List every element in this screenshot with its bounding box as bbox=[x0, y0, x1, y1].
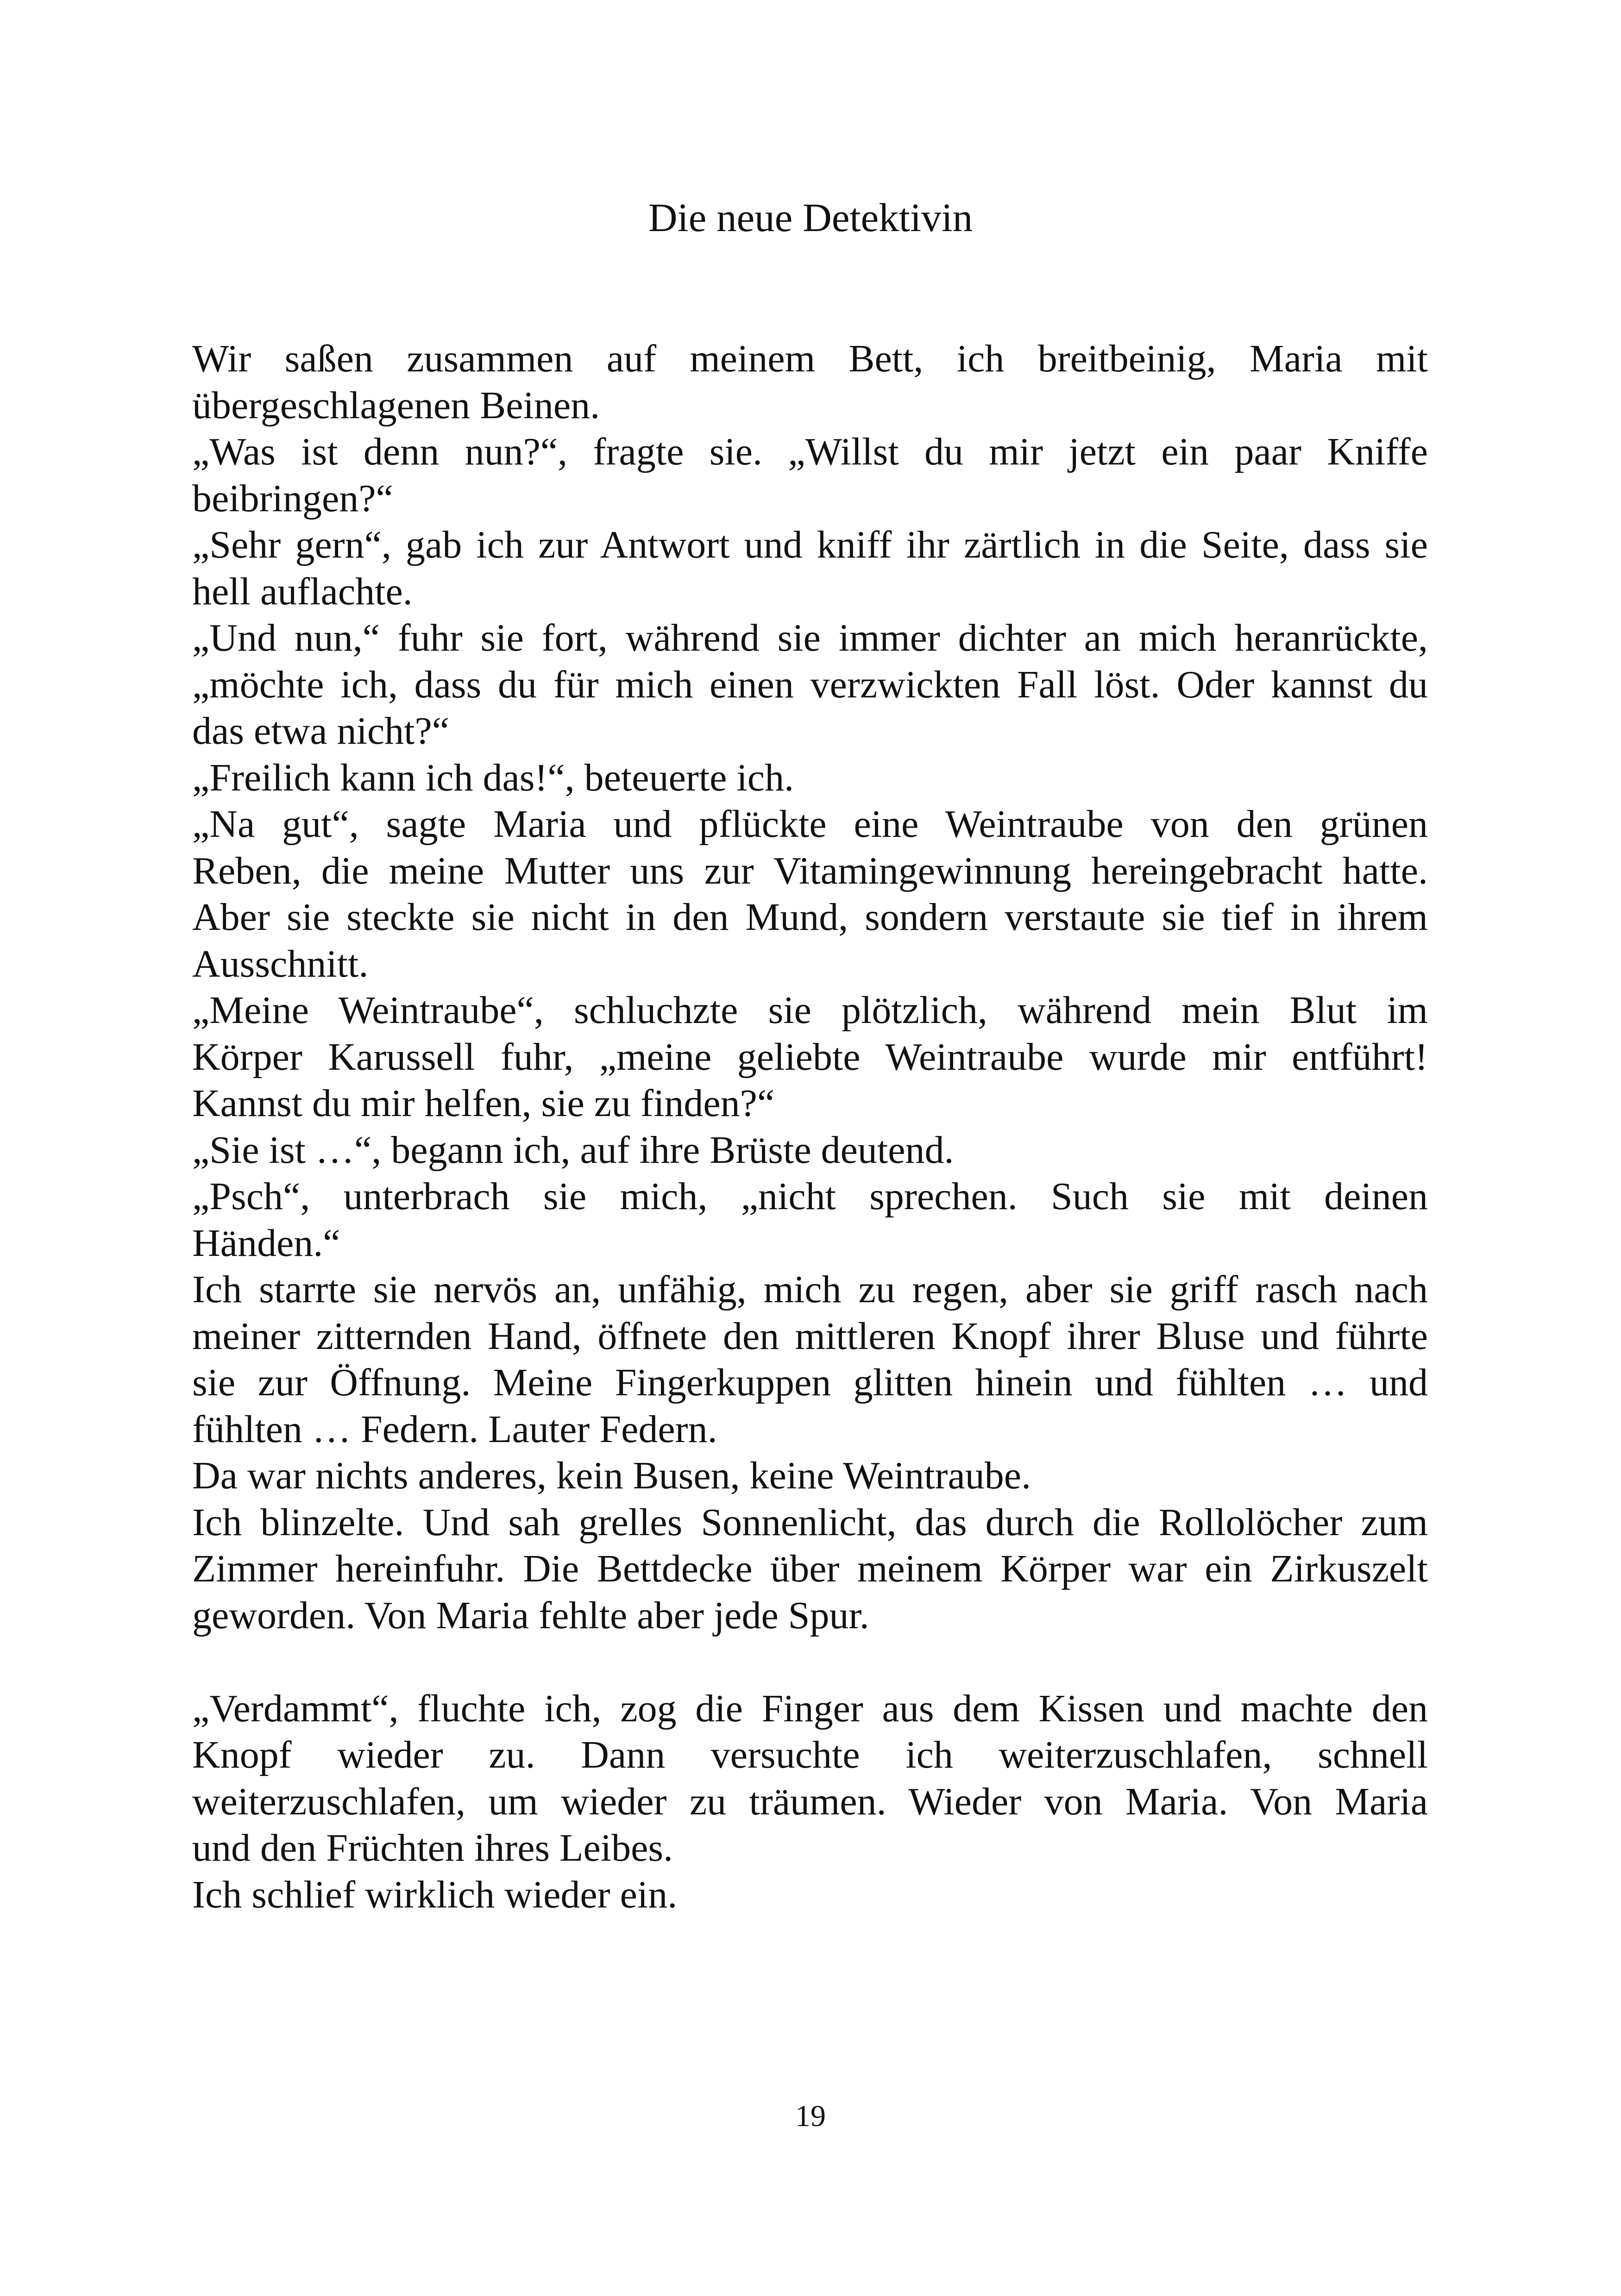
text-line: sie zur Öffnung. Meine Fingerkuppen glitten hinein und fühlten … und bbox=[192, 1361, 1428, 1404]
text-line: Händen.“ bbox=[192, 1221, 340, 1265]
text-line: „Sie ist …“, begann ich, auf ihre Brüste deutend. bbox=[192, 1128, 954, 1172]
text-line: übergeschlagenen Beinen. bbox=[192, 383, 600, 427]
text-line: Kannst du mir helfen, sie zu finden?“ bbox=[192, 1082, 775, 1125]
text-line: „möchte ich, dass du für mich einen verzwickten Fall löst. Oder kannst du bbox=[192, 663, 1428, 706]
text-line: meiner zitternden Hand, öffnete den mittleren Knopf ihrer Bluse und führte bbox=[192, 1314, 1428, 1358]
text-line: und den Früchten ihres Leibes. bbox=[192, 1826, 673, 1869]
text-line: „Was ist denn nun?“, fragte sie. „Willst du mir jetzt ein paar Kniffe bbox=[192, 430, 1428, 473]
text-line: Da war nichts anderes, kein Busen, keine Weintraube. bbox=[192, 1454, 1031, 1497]
text-line: Körper Karussell fuhr, „meine geliebte Weintraube wurde mir entführt! bbox=[192, 1035, 1428, 1079]
text-line: „Meine Weintraube“, schluchzte sie plötzlich, während mein Blut im bbox=[192, 989, 1428, 1032]
text-line: Reben, die meine Mutter uns zur Vitamingewinnung hereingebracht hatte. bbox=[192, 849, 1428, 892]
text-line: Wir saßen zusammen auf meinem Bett, ich breitbeinig, Maria mit bbox=[192, 337, 1428, 380]
text-line: „Na gut“, sagte Maria und pflückte eine Weintraube von den grünen bbox=[192, 803, 1428, 846]
text-line: Knopf wieder zu. Dann versuchte ich weiterzuschlafen, schnell bbox=[192, 1733, 1428, 1776]
text-line: „Psch“, unterbrach sie mich, „nicht sprechen. Such sie mit deinen bbox=[192, 1175, 1428, 1218]
paragraph-gap bbox=[192, 1639, 1428, 1686]
text-line: weiterzuschlafen, um wieder zu träumen. Wieder von Maria. Von Maria bbox=[192, 1780, 1428, 1823]
story-text bbox=[192, 336, 1428, 1918]
text-line: „Und nun,“ fuhr sie fort, während sie immer dichter an mich heranrückte, bbox=[192, 616, 1428, 659]
page-number: 19 bbox=[795, 2099, 826, 2133]
text-line: fühlten … Federn. Lauter Federn. bbox=[192, 1407, 717, 1451]
page-title: Die neue Detektivin bbox=[648, 195, 973, 240]
text-line: Ich blinzelte. Und sah grelles Sonnenlicht, das durch die Rollolöcher zum bbox=[192, 1500, 1428, 1544]
text-line: hell auflachte. bbox=[192, 570, 413, 613]
text-line: Ich schlief wirklich wieder ein. bbox=[192, 1873, 678, 1916]
text-line: geworden. Von Maria fehlte aber jede Spur. bbox=[192, 1593, 869, 1637]
text-line: „Verdammt“, fluchte ich, zog die Finger aus dem Kissen und machte den bbox=[192, 1687, 1428, 1730]
text-line: „Freilich kann ich das!“, beteuerte ich. bbox=[192, 756, 794, 799]
text-line: beibringen?“ bbox=[192, 477, 393, 520]
text-line: Zimmer hereinfuhr. Die Bettdecke über meinem Körper war ein Zirkuszelt bbox=[192, 1547, 1428, 1590]
text-line: das etwa nicht?“ bbox=[192, 709, 450, 753]
text-line: Ich starrte sie nervös an, unfähig, mich zu regen, aber sie griff rasch nach bbox=[192, 1268, 1428, 1311]
text-line: Aber sie steckte sie nicht in den Mund, sondern verstaute sie tief in ihrem bbox=[192, 896, 1428, 939]
text-line: Ausschnitt. bbox=[192, 942, 369, 985]
text-line: „Sehr gern“, gab ich zur Antwort und kniff ihr zärtlich in die Seite, dass sie bbox=[192, 523, 1428, 566]
